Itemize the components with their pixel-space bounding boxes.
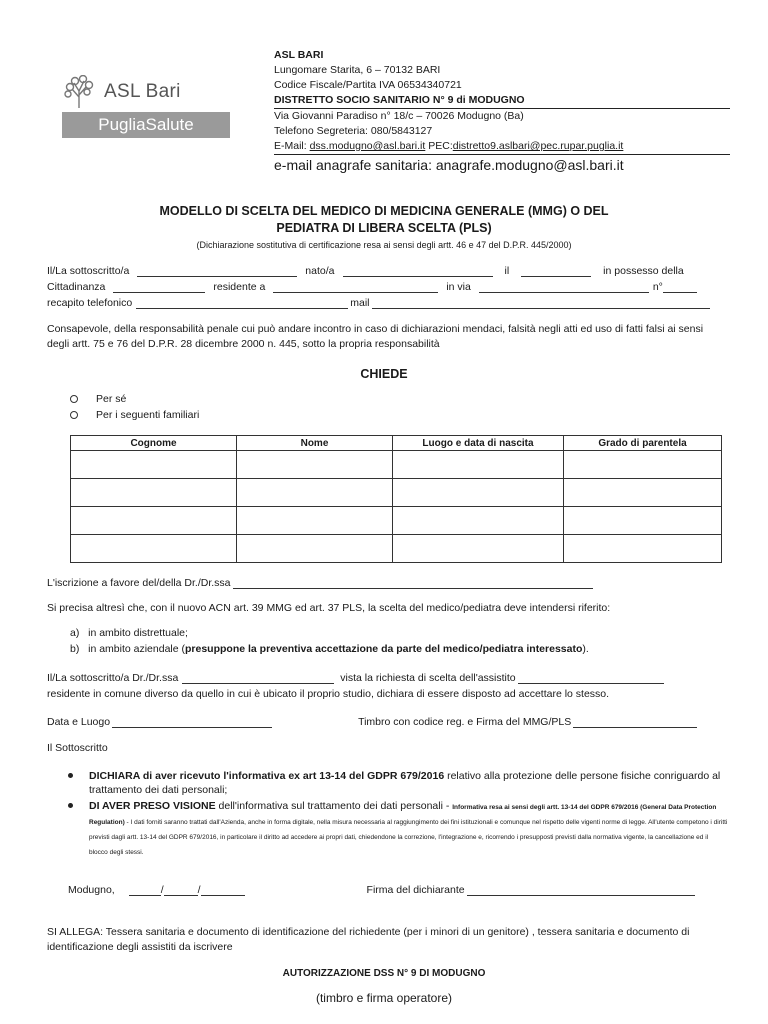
field-phone[interactable] [136,297,348,309]
date-slash: / [160,884,164,896]
date-slash: / [197,884,201,896]
table-cell[interactable] [237,507,393,535]
label-residente: residente a [213,281,266,293]
declaration-2-bold: DI AVER PRESO VISIONE [89,800,216,812]
header-emails [274,139,730,155]
label-timbro: Timbro con codice reg. e Firma del MMG/PLS [358,716,572,728]
field-doctor-name[interactable] [233,577,593,589]
declaration-1 [68,769,728,797]
form-subtitle: (Dichiarazione sostitutiva di certificazione resa ai sensi degli artt. 46 e 47 del D.P.R. 445/2000) [196,240,572,250]
label-possesso: in possesso della [603,265,684,277]
declaration-1-bold: DICHIARA di aver ricevuto l'informativa ex art 13-14 del GDPR 679/2016 [89,770,445,782]
field-year[interactable] [201,884,245,896]
logo-name: ASL Bari [104,81,181,102]
informativa-text: - I dati forniti saranno trattati dall'Azienda, anche in forma digitale, nella misura necessaria al raggiungimento dei fini istituzionali e comunque nel rispetto delle vigenti norme di legge. All'utente competono i diritti previsti dagli artt. 13-14 del GDPR 679/2016, in particolare il diritto ad accedere ai propri dati, chiedendone la correzione, l'integrazione e, ricorrendo i presupposti previsti dalla normativa vigente, la cancellazione ed il blocco degli stessi. [89,819,728,856]
ambito-b-post: ). [582,643,589,655]
radio-circle-icon[interactable] [70,395,78,403]
personal-row-2 [47,281,727,293]
header-phone: Telefono Segreteria: 080/5843127 [274,125,433,137]
field-name[interactable] [137,265,297,277]
pec-link[interactable]: distretto9.aslbari@pec.rupar.puglia.it [452,140,624,152]
consapevole-paragraph: Consapevole, della responsabilità penale cui può andare incontro in caso di dichiarazioni mendaci, falsità negli atti ed uso di fatti falsi ai sensi degli artt. 75 e 76 del D.P.R. 28 dicembre 2000 n. 445, sotto la propria responsabilità [47,323,704,350]
label-data-luogo: Data e Luogo [47,716,111,728]
table-cell[interactable] [564,451,722,479]
option-per-se-label: Per sé [96,393,127,405]
family-table [70,435,722,563]
table-cell[interactable] [564,479,722,507]
ambito-a-text: in ambito distrettuale; [88,627,188,639]
field-timbro[interactable] [573,716,697,728]
label-il: il [504,265,510,277]
label-assistito: vista la richiesta di scelta dell'assistito [340,672,516,684]
header-address: Lungomare Starita, 6 – 70132 BARI [274,64,441,76]
letter-a: a) [70,627,80,639]
col-nome: Nome [237,436,393,451]
data-timbro-row [47,716,727,728]
ambito-a [70,625,589,641]
table-cell[interactable] [393,535,564,563]
logo-band: PugliaSalute [62,112,230,138]
field-firma[interactable] [467,884,695,896]
email-label: E-Mail: [274,140,310,152]
table-cell[interactable] [237,451,393,479]
modugno-row [68,884,748,896]
header-org: ASL BARI [274,49,324,61]
col-luogo-data: Luogo e data di nascita [393,436,564,451]
radio-circle-icon[interactable] [70,411,78,419]
table-cell[interactable] [393,451,564,479]
label-via: in via [446,281,471,293]
table-cell[interactable] [237,479,393,507]
table-cell[interactable] [71,479,237,507]
table-cell[interactable] [393,507,564,535]
timbro-operatore: (timbro e firma operatore) [315,991,453,1005]
table-cell[interactable] [71,507,237,535]
field-citizenship[interactable] [113,281,205,293]
label-cittadinanza: Cittadinanza [47,281,106,293]
option-familiari[interactable] [70,409,199,421]
asl-logo [62,74,230,138]
bullet-icon [68,773,73,778]
personal-row-1 [47,265,727,277]
medico-row [47,672,727,684]
table-row [71,479,722,507]
form-title-line1: MODELLO DI SCELTA DEL MEDICO DI MEDICINA GENERALE (MMG) O DEL [159,204,609,218]
bullet-icon [68,803,73,808]
label-nato: nato/a [305,265,335,277]
field-data-luogo[interactable] [112,716,272,728]
declaration-1-text: relativo alla protezione delle persone fisiche conriguardo al trattamento dei dati personali; [89,770,721,796]
field-medico-name[interactable] [182,672,334,684]
field-month[interactable] [164,884,198,896]
declaration-2 [68,799,728,859]
col-cognome: Cognome [71,436,237,451]
option-per-se[interactable] [70,393,126,405]
field-street-number[interactable] [663,281,697,293]
email-link[interactable]: dss.modugno@asl.bari.it [309,140,426,152]
label-firma: Firma del dichiarante [366,884,465,896]
table-header-row [71,436,722,451]
table-cell[interactable] [237,535,393,563]
table-cell[interactable] [71,451,237,479]
label-iscrizione: L'iscrizione a favore del/della Dr./Dr.ssa [47,577,231,589]
label-sottoscritto: Il/La sottoscritto/a [47,265,130,277]
table-cell[interactable] [564,507,722,535]
allega-paragraph: SI ALLEGA: Tessera sanitaria e documento di identificazione del richiedente (per i minori di un genitore) , tessera sanitaria e documento di identificazione degli assistiti da iscrivere [47,926,690,953]
col-grado: Grado di parentela [564,436,722,451]
header-vat: Codice Fiscale/Partita IVA 06534340721 [274,79,462,91]
precisa-paragraph: Si precisa altresì che, con il nuovo ACN art. 39 MMG ed art. 37 PLS, la scelta del medico/pediatra deve intendersi riferito: [47,602,611,614]
table-row [71,535,722,563]
sottoscritto-label: Il Sottoscritto [47,742,108,754]
pec-label: PEC: [425,140,453,152]
field-day[interactable] [129,884,161,896]
tree-logo-icon [62,75,96,109]
letterhead [274,48,730,175]
header-district: DISTRETTO SOCIO SANITARIO N° 9 di MODUGNO [274,93,730,109]
chiede-heading: CHIEDE [360,367,408,381]
informativa-title: Informativa resa ai sensi degli artt. 13-14 del GDPR 679/2016 (General Data Protection Regulation) [89,804,717,826]
medico-line2: residente in comune diverso da quello in cui è ubicato il proprio studio, dichiara di essere disposto ad accettare lo stesso. [47,688,610,700]
autorizzazione-heading: AUTORIZZAZIONE DSS N° 9 DI MODUGNO [282,968,486,979]
label-recapito: recapito telefonico [47,297,133,309]
table-row [71,507,722,535]
field-birthdate[interactable] [521,265,591,277]
table-cell[interactable] [71,535,237,563]
table-cell[interactable] [564,535,722,563]
ambito-list [70,625,589,657]
form-title-line2: PEDIATRA DI LIBERA SCELTA (PLS) [276,221,492,235]
field-assistito-name[interactable] [518,672,664,684]
declaration-2-text: dell'informativa sul trattamento dei dati personali - [215,800,453,812]
declarations-list [68,769,728,861]
field-birthplace[interactable] [343,265,493,277]
table-cell[interactable] [393,479,564,507]
label-number: n° [652,281,663,293]
header-anagrafe: e-mail anagrafe sanitaria: anagrafe.modugno@asl.bari.it [274,157,624,173]
header-district-address: Via Giovanni Paradiso n° 18/c – 70026 Modugno (Ba) [274,110,524,122]
personal-row-3 [47,297,727,309]
field-residence[interactable] [273,281,438,293]
ambito-b [70,641,589,657]
ambito-b-pre: in ambito aziendale ( [88,643,185,655]
field-street[interactable] [479,281,649,293]
option-familiari-label: Per i seguenti familiari [96,409,200,421]
table-row [71,451,722,479]
field-mail[interactable] [372,297,710,309]
label-mail: mail [350,297,370,309]
label-medico: Il/La sottoscritto/a Dr./Dr.ssa [47,672,179,684]
iscrizione-row [47,577,727,589]
ambito-b-bold: presuppone la preventiva accettazione da parte del medico/pediatra interessato [185,643,583,655]
label-modugno: Modugno, [68,884,115,896]
letter-b: b) [70,643,80,655]
